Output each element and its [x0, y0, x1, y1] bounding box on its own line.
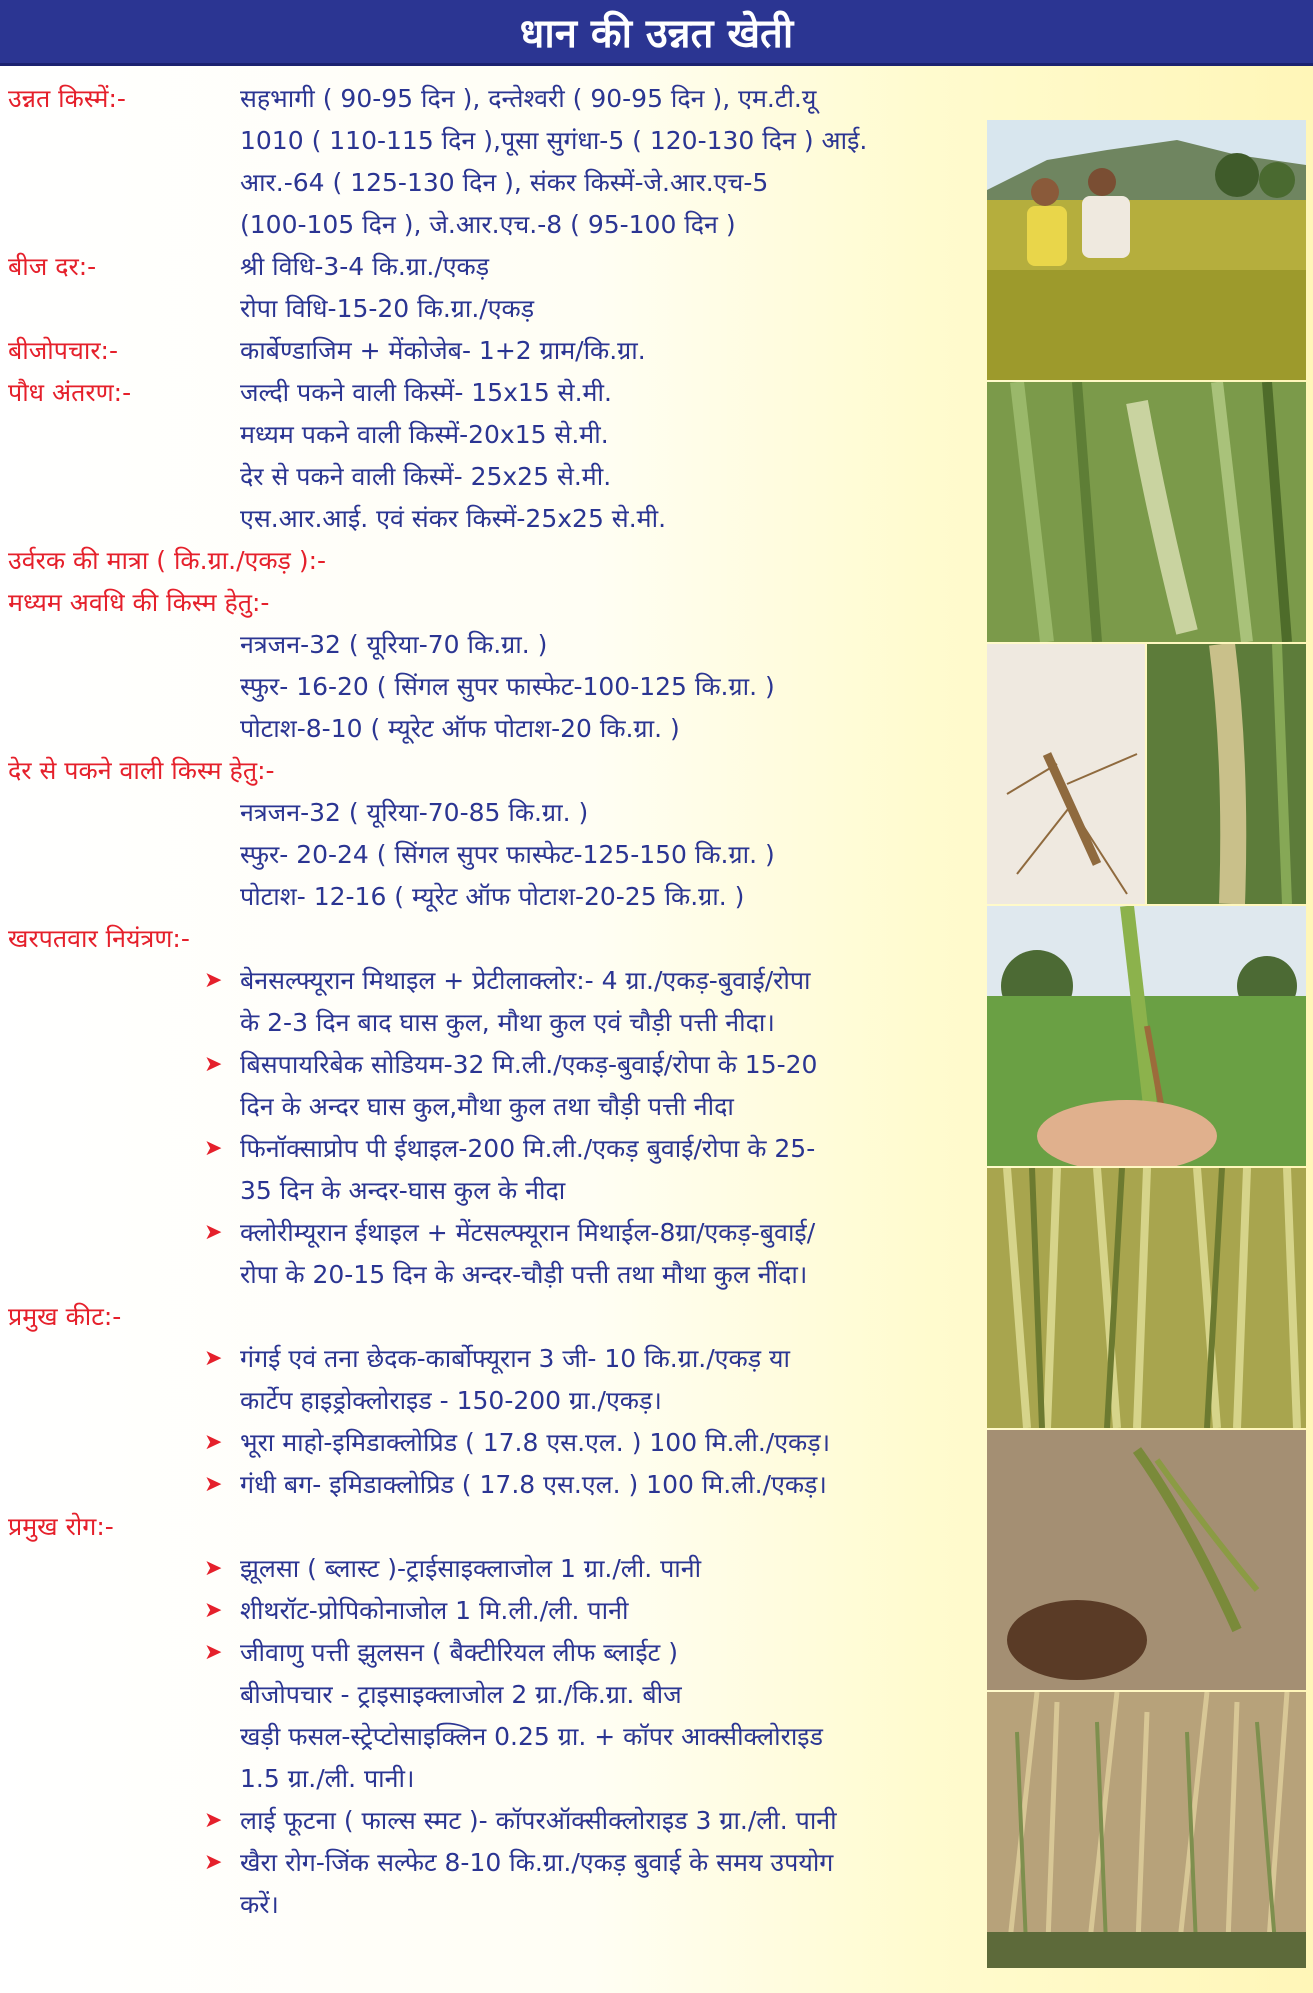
row-text: पोटाश- 12-16 ( म्यूरेट ऑफ पोटाश-20-25 कि.ग्रा. ): [240, 882, 745, 911]
section-label: प्रमुख रोग:-: [8, 1512, 114, 1541]
photo-dried-plants: [987, 1692, 1306, 1968]
content-row: [0, 1296, 985, 1338]
row-text: (100-105 दिन ), जे.आर.एच.-8 ( 95-100 दिन ): [240, 210, 736, 239]
bullet-arrow-icon: ➤: [204, 1640, 223, 1665]
row-text: जल्दी पकने वाली किस्में- 15x15 से.मी.: [240, 378, 612, 407]
content-row: [0, 582, 985, 624]
content-row: [0, 750, 985, 792]
row-text: गंगई एवं तना छेदक-कार्बोफ्यूरान 3 जी- 10 कि.ग्रा./एकड़ या: [240, 1344, 791, 1373]
content-row: [0, 120, 985, 162]
content-row: [0, 540, 985, 582]
photo-rice-panicles: [987, 382, 1306, 642]
row-text: कार्टेप हाइड्रोक्लोराइड - 150-200 ग्रा./एकड़।: [240, 1386, 662, 1415]
row-text: झूलसा ( ब्लास्ट )-ट्राईसाइक्लाजोल 1 ग्रा./ली. पानी: [240, 1554, 702, 1583]
content-row: [0, 330, 985, 372]
row-text: देर से पकने वाली किस्में- 25x25 से.मी.: [240, 462, 612, 491]
row-text: रोपा विधि-15-20 कि.ग्रा./एकड़: [240, 294, 535, 323]
content-row: [0, 960, 985, 1002]
content-row: [0, 1548, 985, 1590]
photo-column: [987, 120, 1306, 1968]
content-row: [0, 1128, 985, 1170]
content-row: [0, 1380, 985, 1422]
row-text: पोटाश-8-10 ( म्यूरेट ऑफ पोटाश-20 कि.ग्रा. ): [240, 714, 680, 743]
bullet-arrow-icon: ➤: [204, 1556, 223, 1581]
row-text: खैरा रोग-जिंक सल्फेट 8-10 कि.ग्रा./एकड़ बुवाई के समय उपयोग: [240, 1848, 834, 1877]
row-text: फिनॉक्साप्रोप पी ईथाइल-200 मि.ली./एकड़ बुवाई/रोपा के 25-: [240, 1134, 816, 1163]
content-row: [0, 1422, 985, 1464]
bullet-arrow-icon: ➤: [204, 1472, 223, 1497]
content-row: [0, 1674, 985, 1716]
section-label: खरपतवार नियंत्रण:-: [8, 924, 190, 953]
content-row: [0, 414, 985, 456]
row-text: नत्रजन-32 ( यूरिया-70-85 कि.ग्रा. ): [240, 798, 589, 827]
row-text: भूरा माहो-इमिडाक्लोप्रिड ( 17.8 एस.एल. ) 100 मि.ली./एकड़।: [240, 1428, 831, 1457]
section-label: उर्वरक की मात्रा ( कि.ग्रा./एकड़ ):-: [8, 546, 327, 575]
content-row: [0, 1590, 985, 1632]
page-title: धान की उन्नत खेती: [0, 0, 1313, 66]
content-row: [0, 1086, 985, 1128]
content-row: [0, 1716, 985, 1758]
row-text: श्री विधि-3-4 कि.ग्रा./एकड़: [240, 252, 490, 281]
section-label: देर से पकने वाली किस्म हेतु:-: [8, 756, 275, 785]
row-text: खड़ी फसल-स्ट्रेप्टोसाइक्लिन 0.25 ग्रा. + कॉपर आक्सीक्लोराइड: [240, 1722, 823, 1751]
section-label: प्रमुख कीट:-: [8, 1302, 122, 1331]
content-row: [0, 792, 985, 834]
content-row: [0, 1506, 985, 1548]
content-row: [0, 1254, 985, 1296]
content-row: [0, 1464, 985, 1506]
bullet-arrow-icon: ➤: [204, 1136, 223, 1161]
row-text: स्फुर- 16-20 ( सिंगल सुपर फास्फेट-100-125 कि.ग्रा. ): [240, 672, 775, 701]
row-text: 1010 ( 110-115 दिन ),पूसा सुगंधा-5 ( 120-130 दिन ) आई.: [240, 126, 868, 155]
content-row: [0, 204, 985, 246]
content-row: [0, 78, 985, 120]
content-row: [0, 1758, 985, 1800]
content-row: [0, 498, 985, 540]
photo-bug-and-panicle: [987, 644, 1306, 904]
section-label: बीजोपचार:-: [8, 336, 118, 365]
row-text: बीजोपचार - ट्राइसाइक्लाजोल 2 ग्रा./कि.ग्रा. बीज: [240, 1680, 682, 1709]
content-row: [0, 834, 985, 876]
photo-farmers-in-field: [987, 120, 1306, 380]
section-label: बीज दर:-: [8, 252, 97, 281]
main-content: [0, 78, 985, 1978]
content-row: [0, 1044, 985, 1086]
content-row: [0, 288, 985, 330]
bullet-arrow-icon: ➤: [204, 968, 223, 993]
row-text: स्फुर- 20-24 ( सिंगल सुपर फास्फेट-125-150 कि.ग्रा. ): [240, 840, 775, 869]
content-row: [0, 1632, 985, 1674]
content-row: [0, 1002, 985, 1044]
section-label: उन्नत किस्में:-: [8, 84, 126, 113]
row-text: 35 दिन के अन्दर-घास कुल के नीदा: [240, 1176, 566, 1205]
content-row: [0, 456, 985, 498]
row-text: करें।: [240, 1890, 279, 1919]
photo-sheath-rot: [987, 906, 1306, 1166]
content-row: [0, 246, 985, 288]
row-text: नत्रजन-32 ( यूरिया-70 कि.ग्रा. ): [240, 630, 548, 659]
content-row: [0, 624, 985, 666]
content-row: [0, 1800, 985, 1842]
bullet-arrow-icon: ➤: [204, 1598, 223, 1623]
row-text: बेनसल्फ्यूरान मिथाइल + प्रेटीलाक्लोर:- 4 ग्रा./एकड़-बुवाई/रोपा: [240, 966, 811, 995]
row-text: रोपा के 20-15 दिन के अन्दर-चौड़ी पत्ती तथा मौथा कुल नींदा।: [240, 1260, 808, 1289]
section-label: पौध अंतरण:-: [8, 378, 132, 407]
row-text: गंधी बग- इमिडाक्लोप्रिड ( 17.8 एस.एल. ) 100 मि.ली./एकड़।: [240, 1470, 827, 1499]
row-text: बिसपायरिबेक सोडियम-32 मि.ली./एकड़-बुवाई/रोपा के 15-20: [240, 1050, 818, 1079]
bullet-arrow-icon: ➤: [204, 1052, 223, 1077]
bullet-arrow-icon: ➤: [204, 1346, 223, 1371]
bullet-arrow-icon: ➤: [204, 1430, 223, 1455]
row-text: दिन के अन्दर घास कुल,मौथा कुल तथा चौड़ी पत्ती नीदा: [240, 1092, 734, 1121]
photo-false-smut: [987, 1430, 1306, 1690]
section-label: मध्यम अवधि की किस्म हेतु:-: [8, 588, 270, 617]
row-text: सहभागी ( 90-95 दिन ), दन्तेश्वरी ( 90-95 दिन ), एम.टी.यू: [240, 84, 817, 113]
row-text: के 2-3 दिन बाद घास कुल, मौथा कुल एवं चौड़ी पत्ती नीदा।: [240, 1008, 775, 1037]
row-text: कार्बेण्डाजिम + मेंकोजेब- 1+2 ग्राम/कि.ग्रा.: [240, 336, 646, 365]
content-row: [0, 666, 985, 708]
row-text: 1.5 ग्रा./ली. पानी।: [240, 1764, 415, 1793]
content-row: [0, 1884, 985, 1926]
content-row: [0, 918, 985, 960]
row-text: शीथरॉट-प्रोपिकोनाजोल 1 मि.ली./ली. पानी: [240, 1596, 629, 1625]
content-row: [0, 708, 985, 750]
content-row: [0, 372, 985, 414]
content-row: [0, 1842, 985, 1884]
row-text: जीवाणु पत्ती झुलसन ( बैक्टीरियल लीफ ब्लाईट ): [240, 1638, 678, 1667]
content-row: [0, 1170, 985, 1212]
content-row: [0, 1212, 985, 1254]
photo-yellowing-crop: [987, 1168, 1306, 1428]
content-row: [0, 162, 985, 204]
bullet-arrow-icon: ➤: [204, 1808, 223, 1833]
row-text: मध्यम पकने वाली किस्में-20x15 से.मी.: [240, 420, 609, 449]
row-text: क्लोरीम्यूरान ईथाइल + मेंटसल्फ्यूरान मिथाईल-8ग्रा/एकड़-बुवाई/: [240, 1218, 816, 1247]
row-text: आर.-64 ( 125-130 दिन ), संकर किस्में-जे.आर.एच-5: [240, 168, 769, 197]
content-row: [0, 1338, 985, 1380]
row-text: लाई फूटना ( फाल्स स्मट )- कॉपरऑक्सीक्लोराइड 3 ग्रा./ली. पानी: [240, 1806, 837, 1835]
content-row: [0, 876, 985, 918]
row-text: एस.आर.आई. एवं संकर किस्में-25x25 से.मी.: [240, 504, 667, 533]
bullet-arrow-icon: ➤: [204, 1850, 223, 1875]
bullet-arrow-icon: ➤: [204, 1220, 223, 1245]
